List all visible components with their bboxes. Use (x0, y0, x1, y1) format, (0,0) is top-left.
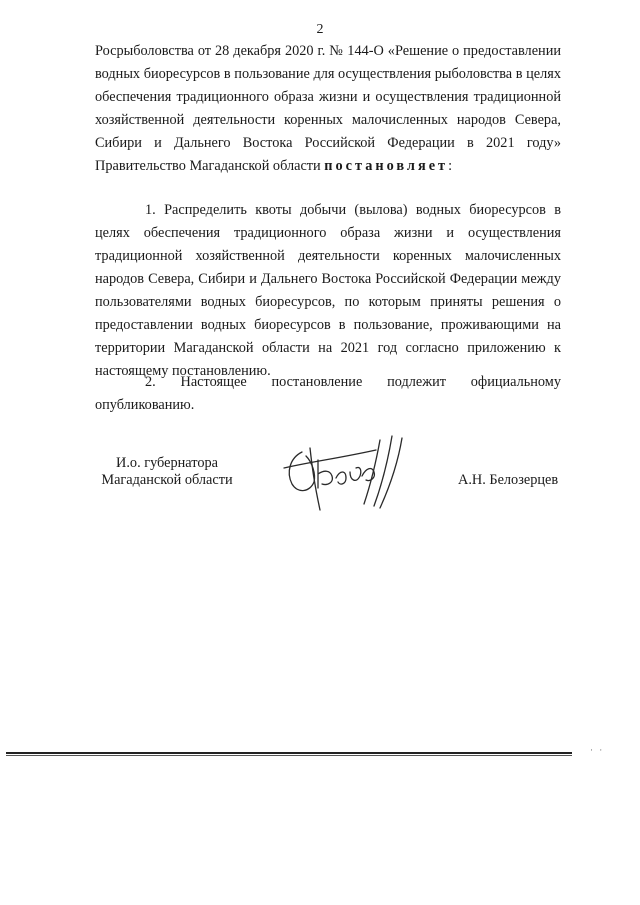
footer-rule-thin (6, 755, 572, 756)
footer-rule (6, 752, 572, 754)
decree-colon: : (448, 158, 453, 174)
item-1-paragraph: 1. Распределить квоты добычи (вылова) водных биоресурсов в целях обеспечения традиционного образа жизни и осуществления традиционной хозяйственной деятельности коренных малочисленных народов Севера, Сибири и Дальнего Востока Российской Федерации между пользователями водных биоресурсов, по которым приняты решения о предоставлении водных биоресурсов в пользование, проживающими на территории Магаданской области на 2021 год согласно приложению к настоящему постановлению. (95, 202, 561, 379)
item-2-paragraph: 2. Настоящее постановление подлежит официальному опубликованию. (95, 374, 561, 413)
page-number: 2 (316, 22, 324, 37)
footer-mark: · · (590, 745, 605, 755)
signatory-name: А.Н. Белозерцев (458, 472, 559, 488)
decree-word: постановляет (324, 158, 449, 174)
signatory-title (92, 455, 242, 489)
handwritten-signature (280, 432, 410, 514)
signatory-title-line2: Магаданской области (101, 472, 233, 488)
signatory-title-line1: И.о. губернатора (116, 455, 218, 471)
preamble-paragraph (95, 40, 561, 178)
preamble-text: Росрыболовства от 28 декабря 2020 г. № 144-О «Решение о предоставлении водных биоресурсов в пользование для осуществления рыболовства в целях обеспечения традиционного образа жизни и осуществления традиционной хозяйственной деятельности коренных малочисленных народов Севера, Сибири и Дальнего Востока Российской Федерации в 2021 году» Правительство Магаданской области (95, 43, 561, 174)
